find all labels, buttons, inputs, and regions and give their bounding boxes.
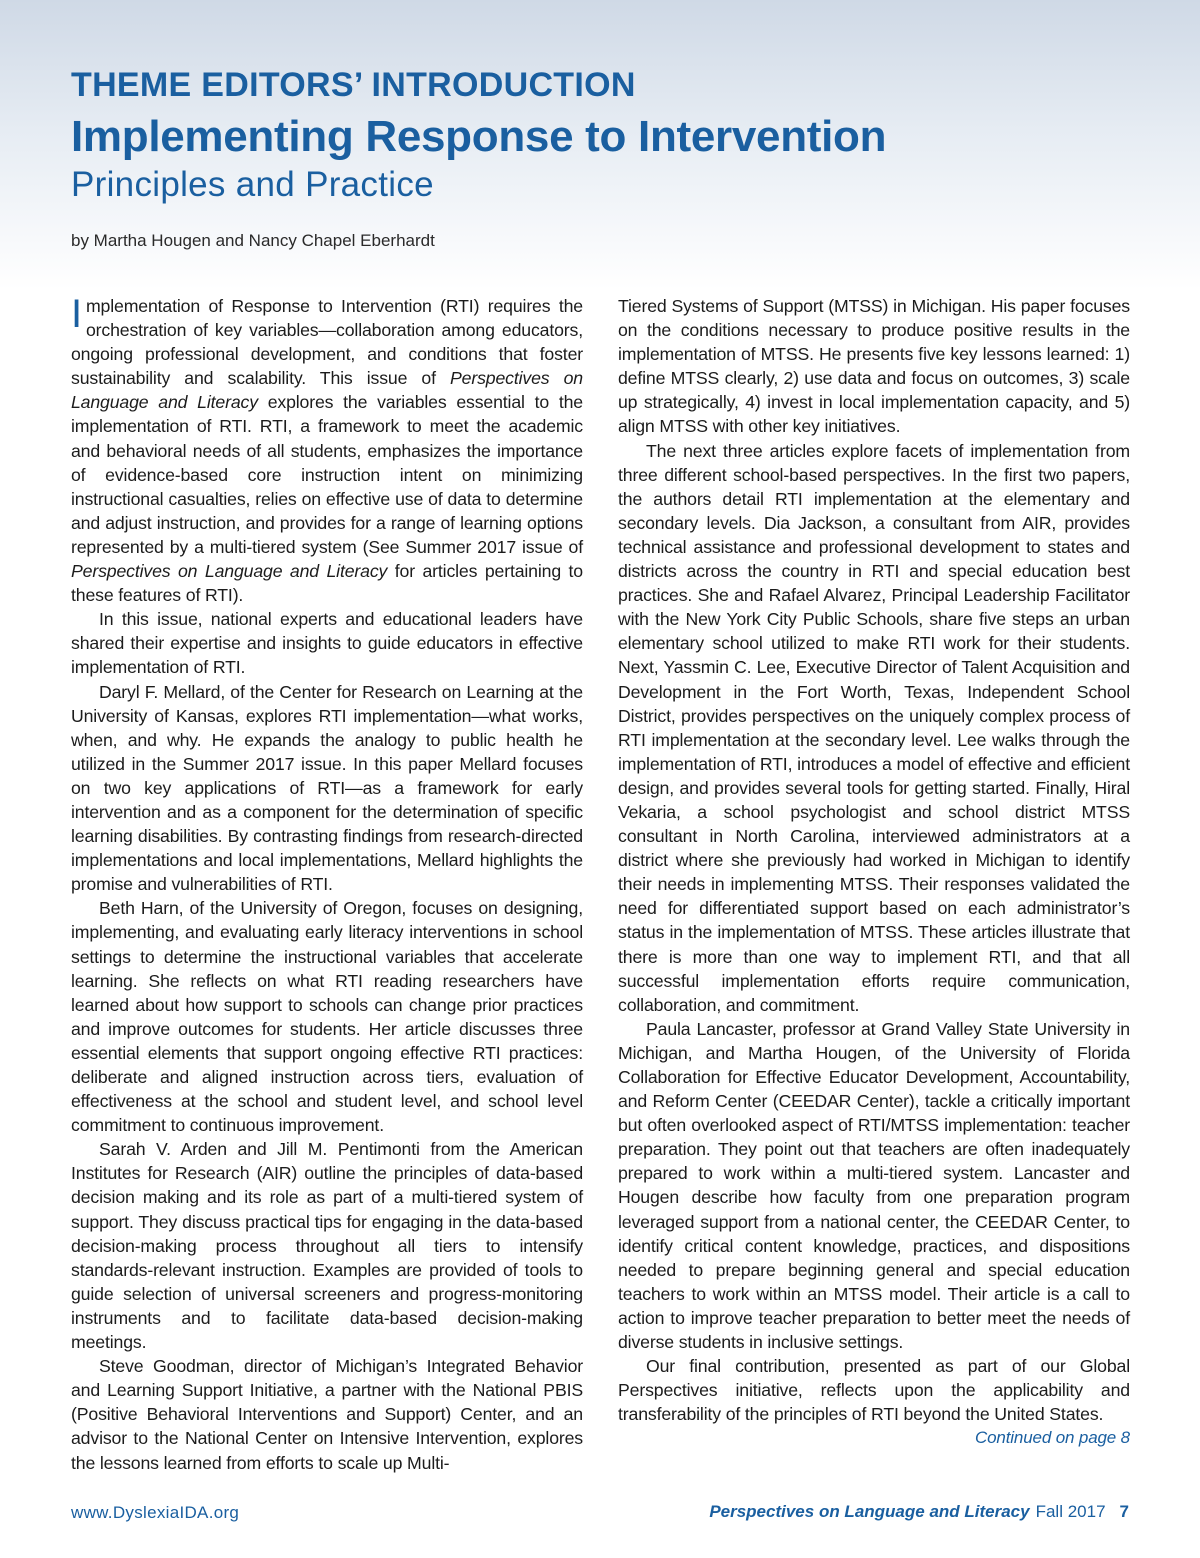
- article-title: Implementing Response to Intervention: [71, 112, 887, 161]
- paragraph: Steve Goodman, director of Michigan’s Integrated Behavior and Learning Support Initiative, a partner with the National PBIS (Positive Behavioral Interventions and Support) Center, and an advisor to the National Center on Intensive Intervention, explores the lessons learned from efforts to scale up Multi-: [71, 1356, 583, 1473]
- page-footer: [709, 1502, 1129, 1522]
- paragraph-intro: [71, 294, 583, 607]
- paragraph: Sarah V. Arden and Jill M. Pentimonti from the American Institutes for Research (AIR) outline the principles of data-based decision making and its role as part of a multi-tiered system of support. They discuss practical tips for engaging in the data-based decision-making process throughout all tiers to intensify standards-relevant instruction. Examples are provided of tools to guide selection of universal screeners and progress-monitoring instruments and to facilitate data-based decision-making meetings.: [71, 1139, 583, 1353]
- paragraph: Beth Harn, of the University of Oregon, focuses on designing, implementing, and evaluating early literacy interventions in school settings to determine the instructional variables that accelerate learning. She reflects on what RTI reading researchers have learned about how support to schools can change prior practices and improve outcomes for students. Her article discusses three essential elements that support ongoing effective RTI practices: deliberate and aligned instruction across tiers, evaluation of effectiveness at the school and student level, and school level commitment to continuous improvement.: [71, 898, 583, 1136]
- paragraph-continued: Tiered Systems of Support (MTSS) in Michigan. His paper focuses on the conditions necessary to produce positive results in the implementation of MTSS. He presents five key lessons learned: 1) define MTSS clearly, 2) use data and focus on outcomes, 3) scale up strategically, 4) invest in local implementation capacity, and 5) align MTSS with other key initiatives.: [618, 296, 1130, 437]
- footer-issue: Fall 2017: [1035, 1502, 1106, 1521]
- right-column: [618, 294, 1130, 1450]
- continued-link[interactable]: Continued on page 8: [974, 1428, 1130, 1448]
- intro-text-b: explores the variables essential to the implementation of RTI. RTI, a framework to meet the academic and behavioral needs of all students, emphasizes the importance of evidence-based core instruction intent on minimizing instructional casualties, relies on effective use of data to determine and adjust instruction, and provides for a range of learning options represented by a multi-tiered system (See Summer 2017 issue of: [71, 392, 583, 557]
- section-kicker: THEME EDITORS’ INTRODUCTION: [71, 66, 636, 104]
- paragraph: Paula Lancaster, professor at Grand Valley State University in Michigan, and Martha Hougen, of the University of Florida Collaboration for Effective Educator Development, Accountability, and Reform Center (CEEDAR Center), tackle a critically important but often overlooked aspect of RTI/MTSS implementation: teacher preparation. They point out that teachers are often inadequately prepared to work within a multi-tiered system. Lancaster and Hougen describe how faculty from one preparation program leveraged support from a national center, the CEEDAR Center, to identify critical content knowledge, practices, and dispositions needed to prepare beginning general and special education teachers to work within an MTSS model. Their article is a call to action to improve teacher preparation to better meet the needs of diverse students in inclusive settings.: [618, 1018, 1130, 1353]
- byline: by Martha Hougen and Nancy Chapel Eberhardt: [71, 231, 435, 250]
- journal-name-italic: Perspectives on Language and Literacy: [71, 561, 388, 582]
- journal-name-italic: Perspectives on Language and Literacy: [71, 368, 583, 413]
- page-number: 7: [1119, 1502, 1129, 1521]
- article-subtitle: Principles and Practice: [71, 165, 434, 204]
- paragraph: Daryl F. Mellard, of the Center for Research on Learning at the University of Kansas, explores RTI implementation—what works, when, and why. He expands the analogy to public health he utilized in the Summer 2017 issue. In this paper Mellard focuses on two key applications of RTI—as a framework for early intervention and as a component for the determination of specific learning disabilities. By contrasting findings from research-directed implementations and local implementations, Mellard highlights the promise and vulnerabilities of RTI.: [71, 681, 583, 895]
- website-link[interactable]: www.DyslexiaIDA.org: [71, 1503, 240, 1522]
- left-column: [71, 294, 583, 1475]
- paragraph: The next three articles explore facets of implementation from three different school-based perspectives. In the first two papers, the authors detail RTI implementation at the elementary and secondary levels. Dia Jackson, a consultant from AIR, provides technical assistance and professional development to states and districts across the country in RTI and special education best practices. She and Rafael Alvarez, Principal Leadership Facilitator with the New York City Public Schools, share five steps an urban elementary school utilized to make RTI work for their students. Next, Yassmin C. Lee, Executive Director of Talent Acquisition and Development in the Fort Worth, Texas, Independent School District, provides perspectives on the uniquely complex process of RTI implementation at the secondary level. Lee walks through the implementation of RTI, introduces a model of effective and efficient design, and provides several tools for getting started. Finally, Hiral Vekaria, a school psychologist and school district MTSS consultant in North Carolina, interviewed administrators at a district where she previously had worked in Michigan to identify their needs in implementing MTSS. Their responses validated the need for differentiated support based on each administrator’s status in the implementation of MTSS. These articles illustrate that there is more than one way to implement RTI, and that all successful implementation efforts require communication, collaboration, and commitment.: [618, 440, 1130, 1015]
- drop-cap: I: [71, 292, 82, 336]
- paragraph: In this issue, national experts and educational leaders have shared their expertise and insights to guide educators in effective implementation of RTI.: [71, 609, 583, 678]
- paragraph: Our final contribution, presented as part of our Global Perspectives initiative, reflects upon the applicability and transferability of the principles of RTI beyond the United States.: [618, 1356, 1130, 1425]
- intro-text-a: mplementation of Response to Intervention (RTI) requires the orchestration of key variables—collaboration among educators, ongoing professional development, and conditions that foster sustainability and scalability. This issue of: [71, 296, 583, 389]
- intro-text-c: for articles pertaining to these features of RTI).: [71, 561, 583, 606]
- footer-journal-name: Perspectives on Language and Literacy: [709, 1502, 1030, 1521]
